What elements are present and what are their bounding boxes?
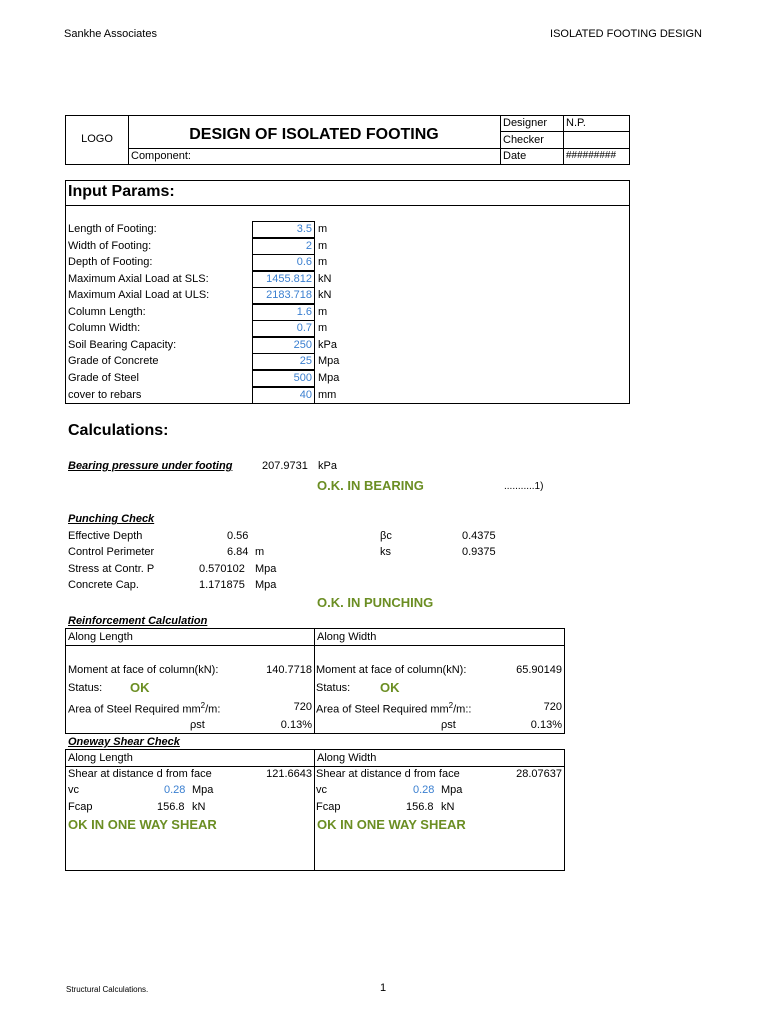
document-title: ISOLATED FOOTING DESIGN [550, 28, 702, 40]
moment-value-width: 65.90149 [516, 664, 562, 676]
area-steel-value-width: 720 [543, 701, 562, 713]
concrete-cap-unit: Mpa [255, 579, 277, 591]
along-length-header: Along Length [68, 631, 133, 643]
moment-label-length: Moment at face of column(kN): [68, 664, 219, 676]
company-name: Sankhe Associates [64, 28, 157, 40]
input-unit: kN [318, 289, 332, 301]
ks-label: ks [380, 546, 391, 558]
vc-unit-length: Mpa [192, 784, 214, 796]
shear-label-width: Shear at distance d from face [316, 768, 460, 780]
vc-label-length: vc [68, 784, 79, 796]
fcap-label-length: Fcap [68, 801, 93, 813]
fcap-label-width: Fcap [316, 801, 341, 813]
input-value[interactable]: 500 [252, 370, 315, 387]
ks-value: 0.9375 [462, 546, 496, 558]
oneway-shear-heading: Oneway Shear Check [68, 736, 180, 748]
along-width-header: Along Width [317, 752, 377, 764]
concrete-cap-label: Concrete Cap. [68, 579, 139, 591]
input-label: Grade of Concrete [68, 355, 159, 367]
shear-value-length: 121.6643 [266, 768, 312, 780]
status-value-length: OK [130, 680, 150, 695]
control-perimeter-unit: m [255, 546, 265, 558]
input-value[interactable]: 2183.718 [252, 287, 315, 304]
moment-label-width: Moment at face of column(kN): [316, 664, 467, 676]
input-unit: m [318, 256, 328, 268]
bearing-pressure-unit: kPa [318, 460, 337, 472]
input-unit: m [318, 322, 328, 334]
fcap-unit-width: kN [441, 801, 455, 813]
along-length-header: Along Length [68, 752, 133, 764]
logo-placeholder: LOGO [81, 133, 113, 145]
input-value[interactable]: 40 [252, 387, 315, 404]
input-label: Maximum Axial Load at ULS: [68, 289, 210, 301]
area-steel-value-length: 720 [293, 701, 312, 713]
input-label: Depth of Footing: [68, 256, 153, 268]
pst-label-length: ρst [190, 719, 205, 731]
page-title: DESIGN OF ISOLATED FOOTING [189, 126, 439, 143]
date-label: Date [503, 150, 527, 162]
input-value[interactable]: 1455.812 [252, 271, 315, 288]
status-value-width: OK [380, 680, 400, 695]
vc-value-width: 0.28 [413, 784, 435, 796]
along-width-header: Along Width [317, 631, 377, 643]
input-value[interactable]: 2 [252, 238, 315, 255]
input-label: cover to rebars [68, 389, 142, 401]
page-number: 1 [380, 982, 387, 994]
input-label: Column Length: [68, 306, 146, 318]
bearing-status: O.K. IN BEARING [317, 478, 424, 493]
stress-contr-label: Stress at Contr. P [68, 563, 155, 575]
input-unit: mm [318, 389, 337, 401]
calculations-heading: Calculations: [68, 422, 169, 439]
stress-contr-value: 0.570102 [199, 563, 245, 575]
input-label: Soil Bearing Capacity: [68, 339, 177, 351]
input-value[interactable]: 3.5 [252, 221, 315, 238]
vc-unit-width: Mpa [441, 784, 463, 796]
input-params-heading: Input Params: [68, 183, 175, 200]
moment-value-length: 140.7718 [266, 664, 312, 676]
input-unit: Mpa [318, 372, 340, 384]
control-perimeter-label: Control Perimeter [68, 546, 155, 558]
effective-depth-value: 0.56 [227, 530, 249, 542]
shear-value-width: 28.07637 [516, 768, 562, 780]
punching-status: O.K. IN PUNCHING [317, 595, 434, 610]
reinforcement-heading: Reinforcement Calculation [68, 615, 208, 627]
effective-depth-label: Effective Depth [68, 530, 143, 542]
component-label: Component: [131, 150, 191, 162]
area-steel-label-length: Area of Steel Required $mm^2/m$: [68, 701, 221, 716]
shear-label-length: Shear at distance d from face [68, 768, 212, 780]
footer-label: Structural Calculations. [66, 985, 149, 994]
beta-c-value: 0.4375 [462, 530, 496, 542]
input-label: Maximum Axial Load at SLS: [68, 273, 209, 285]
pst-value-length: 0.13% [280, 719, 312, 731]
input-unit: m [318, 240, 328, 252]
date-value: ######### [566, 150, 617, 161]
pst-label-width: ρst [441, 719, 456, 731]
designer-value: N.P. [566, 117, 586, 129]
oneway-status-width: OK IN ONE WAY SHEAR [317, 817, 466, 832]
vc-label-width: vc [316, 784, 327, 796]
stress-contr-unit: Mpa [255, 563, 277, 575]
designer-label: Designer [503, 117, 548, 129]
vc-value-length: 0.28 [164, 784, 186, 796]
bearing-pressure-value: 207.9731 [262, 460, 308, 472]
input-value[interactable]: 0.6 [252, 254, 315, 271]
beta-c-label: βc [380, 530, 392, 542]
input-value[interactable]: 25 [252, 353, 315, 370]
bearing-pressure-label: Bearing pressure under footing [68, 460, 233, 472]
input-unit: Mpa [318, 355, 340, 367]
input-label: Width of Footing: [68, 240, 152, 252]
area-steel-label-width: Area of Steel Required $mm^2/m$:: [316, 701, 472, 716]
input-unit: kPa [318, 339, 337, 351]
status-label-width: Status: [316, 682, 351, 694]
fcap-unit-length: kN [192, 801, 206, 813]
input-value[interactable]: 0.7 [252, 320, 315, 337]
input-unit: m [318, 306, 328, 318]
status-label-length: Status: [68, 682, 103, 694]
bearing-reference: ...........1) [504, 481, 544, 492]
input-label: Column Width: [68, 322, 141, 334]
fcap-value-width: 156.8 [406, 801, 434, 813]
input-unit: m [318, 223, 328, 235]
input-unit: kN [318, 273, 332, 285]
input-value[interactable]: 1.6 [252, 304, 315, 321]
checker-label: Checker [503, 134, 544, 146]
fcap-value-length: 156.8 [157, 801, 185, 813]
concrete-cap-value: 1.171875 [199, 579, 245, 591]
pst-value-width: 0.13% [530, 719, 562, 731]
punching-check-heading: Punching Check [68, 513, 155, 525]
input-value[interactable]: 250 [252, 337, 315, 354]
oneway-status-length: OK IN ONE WAY SHEAR [68, 817, 217, 832]
input-label: Grade of Steel [68, 372, 139, 384]
input-label: Length of Footing: [68, 223, 157, 235]
control-perimeter-value: 6.84 [227, 546, 249, 558]
